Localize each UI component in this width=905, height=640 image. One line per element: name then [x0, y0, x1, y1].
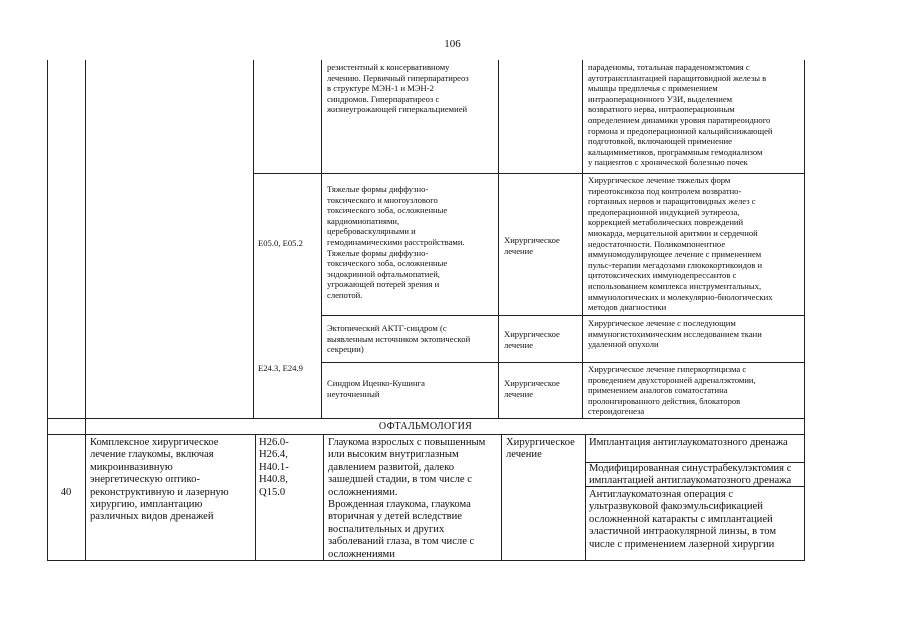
- row4-treatment: Хирургическое лечение: [504, 378, 560, 399]
- row5-number: 40: [60, 487, 72, 498]
- row5-description: Глаукома взрослых с повышенным или высоким внутриглазным давлением развитой, далеко зашедшей стадии, в том числе с осложнениями. Врожденная глаукома, глаукома вторичная у детей вследствие воспалительных и других заболеваний глаза, в том числе с осложнениями: [328, 437, 486, 560]
- row1-description: резистентный к консервативному лечению. Первичный гиперпаратиреоз в структуре МЭН-1 и МЭН-2 синдромов. Гиперпаратиреоз с жизнеугрожающей гиперкальциемией: [327, 62, 469, 115]
- row3-codes: E24.3, E24.9: [258, 363, 303, 373]
- row4-description: Синдром Иценко-Кушинга неуточненный: [327, 378, 425, 399]
- row5-method-1: Имплантация антиглаукоматозного дренажа: [589, 437, 788, 448]
- row2-treatment: Хирургическое лечение: [504, 235, 560, 256]
- row3-treatment: Хирургическое лечение: [504, 329, 560, 350]
- row4-method: Хирургическое лечение гиперкортицизма с проведением двухсторонней адреналэктомии, применением аналогов соматостатина пролонгированного действия, блокаторов стероидогенеза: [588, 364, 756, 417]
- row2-codes: E05.0, E05.2: [258, 238, 303, 248]
- row3-method: Хирургическое лечение с последующим иммуногистохимическим исследованием ткани удаленной опухоли: [588, 318, 762, 350]
- row3-description: Эктопический АКТГ-синдром (с выявленным источником эктопической секреции): [327, 323, 471, 355]
- section-title: ОФТАЛЬМОЛОГИЯ: [378, 421, 473, 432]
- row5-method-3: Антиглаукоматозная операция с ультразвуковой факоэмульсификацией осложненной катаракты с имплантацией эластичной интраокулярной линзы, в том числе с применением лазерной хирургии: [589, 489, 777, 550]
- page-number: 106: [444, 38, 461, 50]
- row1-method: параденомы, тотальная параденомэктомия с аутотрансплантацией паращитовидной железы в мышцы предплечья с применением интраоперационного УЗИ, выделением возвратного нерва, интраоперационным определением динамики уровня паратиреоидного гормона и предоперационной кальцийснижающей подготовкой, включающей применение кальцимиметиков, программным гемодиализом у пациентов с хронической болезнью почек: [588, 62, 773, 168]
- row2-method: Хирургическое лечение тяжелых форм тиреотоксикоза под контролем возвратно- гортанных нервов и паращитовидных желез с предоперационной индукцией эутиреоза, коррекцией метаболических повреждений миокарда, мерцательной аритмии и сердечной недостаточности. Поликомпонентное иммуномодулирующее лечение с применением пульс-терапии мегадозами глюкокортикоидов и цитотоксических иммунодепрессантов с использованием комплекса инструментальных, иммунологических и молекулярно-биологических методов диагностики: [588, 175, 773, 313]
- row5-name: Комплексное хирургическое лечение глаукомы, включая микроинвазивную энергетическую оптико- реконструктивную и лазерную хирургию, имплантацию различных видов дренажей: [90, 437, 229, 523]
- row2-description: Тяжелые формы диффузно- токсического и многоузлового токсического зоба, осложненные кардиомиопатиями, цереброваскулярными и гемодинамическими расстройствами. Тяжелые формы диффузно- токсического зоба, осложненные эндокринной офтальмопатией, угрожающей потерей зрения и слепотой.: [327, 184, 465, 300]
- row5-treatment: Хирургическое лечение: [506, 437, 575, 461]
- row5-codes: H26.0- H26.4, H40.1- H40.8, Q15.0: [259, 437, 289, 498]
- row5-method-2: Модифицированная синустрабекулэктомия с имплантацией антиглаукоматозного дренажа: [589, 463, 792, 487]
